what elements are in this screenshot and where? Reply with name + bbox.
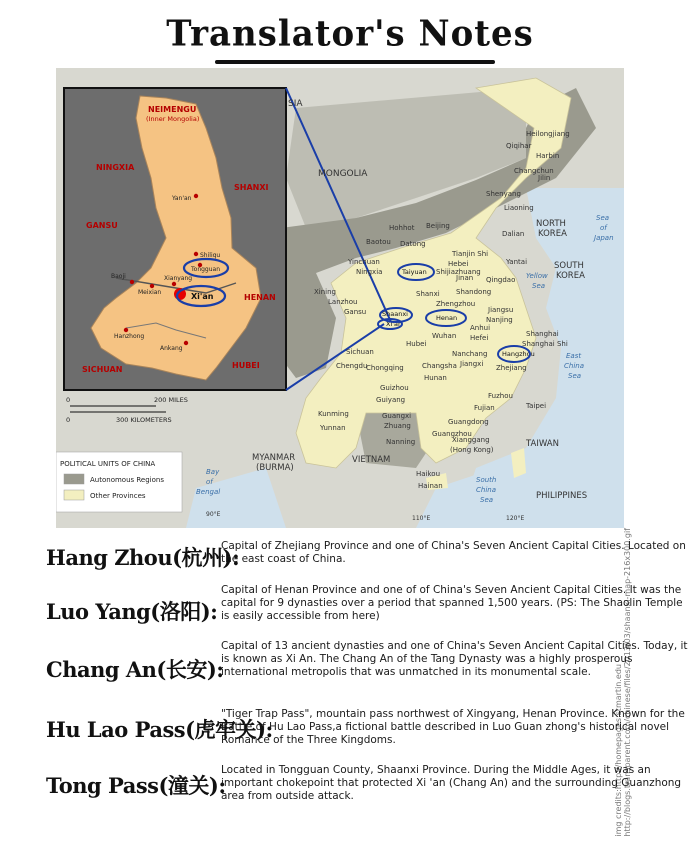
label-tianjin: Tianjin Shi: [452, 250, 489, 258]
label-bay: Bay: [206, 468, 220, 476]
city-dot: [150, 284, 154, 288]
label-baotou: Baotou: [366, 238, 391, 246]
label-lon-90: 90°E: [206, 511, 221, 518]
china-map: [56, 68, 624, 528]
city-dot: [194, 194, 198, 198]
label-hefei: Hefei: [470, 334, 489, 342]
label-lon-110: 110°E: [412, 515, 431, 522]
inset-label-xianyang: Xianyang: [164, 275, 193, 282]
label-hohhot: Hohhot: [389, 224, 415, 232]
label-zhengzhou: Zhengzhou: [436, 300, 476, 308]
label-datong: Datong: [400, 240, 426, 248]
label-henan: Henan: [436, 314, 458, 322]
inset-label-inner-mongolia: (Inner Mongolia): [146, 115, 200, 123]
label-sea: Sea: [596, 214, 610, 222]
label-bay-of: of: [206, 478, 213, 486]
label-south: SOUTH: [554, 261, 584, 271]
label-changsha: Changsha: [422, 362, 457, 370]
label-gansu: Gansu: [344, 308, 367, 316]
legend-swatch-other: [64, 490, 84, 500]
label-hubei: Hubei: [406, 340, 427, 348]
scale-miles-max: 200 MILES: [154, 396, 188, 404]
inset-label-yanan: Yan'an: [172, 195, 192, 202]
label-mongolia: MONGOLIA: [318, 169, 368, 179]
label-haikou: Haikou: [416, 470, 441, 478]
note-term: Tong Pass(潼关):: [46, 773, 226, 798]
label-ningxia: Ningxia: [356, 268, 383, 276]
city-dot: [130, 280, 134, 284]
label-shenyang: Shenyang: [486, 190, 521, 198]
label-taiyuan: Taiyuan: [402, 268, 427, 276]
label-xianggang: Xianggang: [452, 436, 490, 444]
note-term: Luo Yang(洛阳):: [46, 599, 218, 624]
label-qiqihar: Qiqihar: [506, 142, 532, 150]
label-sia: SIA: [288, 99, 303, 109]
map-figure: [56, 68, 624, 528]
scale-miles-zero: 0: [66, 396, 71, 404]
label-heilongjiang: Heilongjiang: [526, 130, 570, 138]
label-jinan: Jinan: [456, 274, 474, 282]
label-dalian: Dalian: [502, 230, 525, 238]
label-yantai: Yantai: [506, 258, 528, 266]
label-shanxi: Shanxi: [416, 290, 440, 298]
city-dot: [194, 252, 198, 256]
label-east: East: [566, 352, 582, 360]
label-shijiazhuang: Shijiazhuang: [436, 268, 481, 276]
note-desc: Capital of Zhejiang Province and one of China's Seven Ancient Capital Cities. Located on the east coast of China.: [221, 540, 686, 565]
label-guangdong: Guangdong: [448, 418, 489, 426]
label-taiwan: TAIWAN: [526, 439, 559, 449]
label-burma: (BURMA): [256, 463, 294, 473]
note-term: Chang An(长安):: [46, 657, 224, 682]
label-bengal: Bengal: [196, 488, 221, 496]
label-lanzhou: Lanzhou: [328, 298, 358, 306]
note-desc: "Tiger Trap Pass", mountain pass northwest of Xingyang, Henan Province. Known for the Battle of Hu Lao Pass,a fictional battle described in Luo Guan zhong's historical novel Romance of the Three Kingdoms.: [221, 708, 685, 746]
label-hangzhou: Hangzhou: [502, 350, 535, 358]
label-north: NORTH: [536, 219, 566, 229]
label-nanjing: Nanjing: [486, 316, 513, 324]
inset-label-sichuan: SICHUAN: [82, 365, 123, 374]
legend-other: Other Provinces: [90, 492, 146, 500]
note-term: Hang Zhou(杭州):: [46, 545, 240, 570]
label-hainan: Hainan: [418, 482, 443, 490]
label-guangzhou: Guangzhou: [432, 430, 472, 438]
label-zhuang: Zhuang: [384, 422, 411, 430]
legend-title: POLITICAL UNITS OF CHINA: [60, 460, 156, 468]
label-xining: Xining: [314, 288, 337, 296]
inset-label-gansu: GANSU: [86, 221, 118, 230]
label-yinchuan: Yinchuan: [348, 258, 380, 266]
label-guiyang: Guiyang: [376, 396, 406, 404]
city-dot: [172, 282, 176, 286]
label-guizhou: Guizhou: [380, 384, 409, 392]
label-zhejiang: Zhejiang: [496, 364, 527, 372]
label-yunnan: Yunnan: [320, 424, 346, 432]
inset-label-shiliqu: Shiliqu: [200, 252, 221, 259]
label-jiangsu: Jiangsu: [488, 306, 514, 314]
inset-label-henan: HENAN: [244, 293, 276, 302]
inset-label-xian: Xi'an: [191, 292, 214, 301]
city-dot: [184, 341, 188, 345]
label-chengdu: Chengdu: [336, 362, 368, 370]
label-jiangxi: Jiangxi: [460, 360, 484, 368]
page-title: Translator's Notes: [166, 13, 534, 55]
scale-km-zero: 0: [66, 416, 71, 424]
note-term: Hu Lao Pass(虎牢关):: [46, 717, 273, 742]
label-qingdao: Qingdao: [486, 276, 516, 284]
label-hunan: Hunan: [424, 374, 447, 382]
label-sichuan: Sichuan: [346, 348, 374, 356]
inset-label-neimengu: NEIMENGU: [148, 105, 197, 114]
legend-swatch-autonomous: [64, 474, 84, 484]
label-yellow-sea: Sea: [532, 282, 546, 290]
label-south-sea-1: South: [476, 476, 497, 484]
label-fujian: Fujian: [474, 404, 495, 412]
inset-label-ankang: Ankang: [160, 345, 183, 352]
label-beijing: Beijing: [426, 222, 450, 230]
legend-autonomous: Autonomous Regions: [90, 476, 164, 484]
label-yellow: Yellow: [526, 272, 548, 280]
label-shanghai-shi: Shanghai Shi: [522, 340, 568, 348]
label-nanchang: Nanchang: [452, 350, 488, 358]
label-philippines: PHILIPPINES: [536, 491, 588, 501]
title-underline: [215, 60, 495, 64]
inset-label-hubei: HUBEI: [232, 361, 260, 370]
label-hebei: Hebei: [448, 260, 469, 268]
inset-label-ningxia: NINGXIA: [96, 163, 135, 172]
label-xian: Xi'an: [386, 320, 403, 328]
label-myanmar: MYANMAR: [252, 453, 296, 463]
scale-km-max: 300 KILOMETERS: [116, 416, 172, 424]
city-dot: [124, 328, 128, 332]
label-japan: Japan: [594, 234, 614, 242]
label-korea: KOREA: [538, 229, 567, 239]
credit-line-1: img credits:http://homepages.stmartin.edu: [614, 664, 623, 837]
label-chongqing: Chongqing: [366, 364, 404, 372]
inset-label-hanzhong: Hanzhong: [114, 333, 145, 340]
label-of: of: [600, 224, 607, 232]
label-shanghai: Shanghai: [526, 330, 559, 338]
label-liaoning: Liaoning: [504, 204, 534, 212]
label-shandong: Shandong: [456, 288, 492, 296]
label-vietnam: VIETNAM: [352, 455, 391, 465]
label-changchun: Changchun: [514, 167, 554, 175]
note-desc: Capital of Henan Province and one of of China's Seven Ancient Capital Cities. It was the capital for 9 dynasties over a period that spanned 1,500 years. (PS: The Shaolin Temple is easily accessible from here): [221, 584, 683, 622]
label-korea2: KOREA: [556, 271, 585, 281]
label-jilin: Jilin: [538, 174, 551, 182]
inset-label-shanxi: SHANXI: [234, 183, 269, 192]
label-harbin: Harbin: [536, 152, 560, 160]
label-wuhan: Wuhan: [432, 332, 457, 340]
note-desc: Capital of 13 ancient dynasties and one of China's Seven Ancient Capital Cities. Today, it is known as Xi An. The Chang An of the Tang Dynasty was a highly prosperous international metropolis that was unmatched in its monumental scale.: [221, 640, 688, 678]
label-south-sea-2: China: [476, 486, 496, 494]
label-china: China: [564, 362, 584, 370]
label-nanning: Nanning: [386, 438, 416, 446]
inset-label-tongguan: Tongguan: [191, 266, 221, 273]
label-kunming: Kunming: [318, 410, 349, 418]
label-anhui: Anhui: [470, 324, 491, 332]
inset-label-baoji: Baoji: [111, 273, 126, 280]
label-hong-kong: (Hong Kong): [450, 446, 494, 454]
label-lon-120: 120°E: [506, 515, 525, 522]
label-south-sea-3: Sea: [480, 496, 494, 504]
note-desc: Located in Tongguan County, Shaanxi Province. During the Middle Ages, it was an important chokepoint that protected Xi 'an (Chang An) and the surrounding Guanzhong area from outside attack.: [221, 764, 682, 802]
label-guangxi: Guangxi: [382, 412, 412, 420]
label-shaanxi: Shaanxi: [382, 310, 408, 318]
inset-label-meixian: Meixian: [138, 289, 162, 296]
credit-line-2: http://blogs.transparent.com/chinese/files/2013/03/shaanxi-map-216x300.gif: [623, 528, 632, 837]
label-east-sea: Sea: [568, 372, 582, 380]
label-fuzhou: Fuzhou: [488, 392, 513, 400]
label-taipei: Taipei: [526, 402, 547, 410]
